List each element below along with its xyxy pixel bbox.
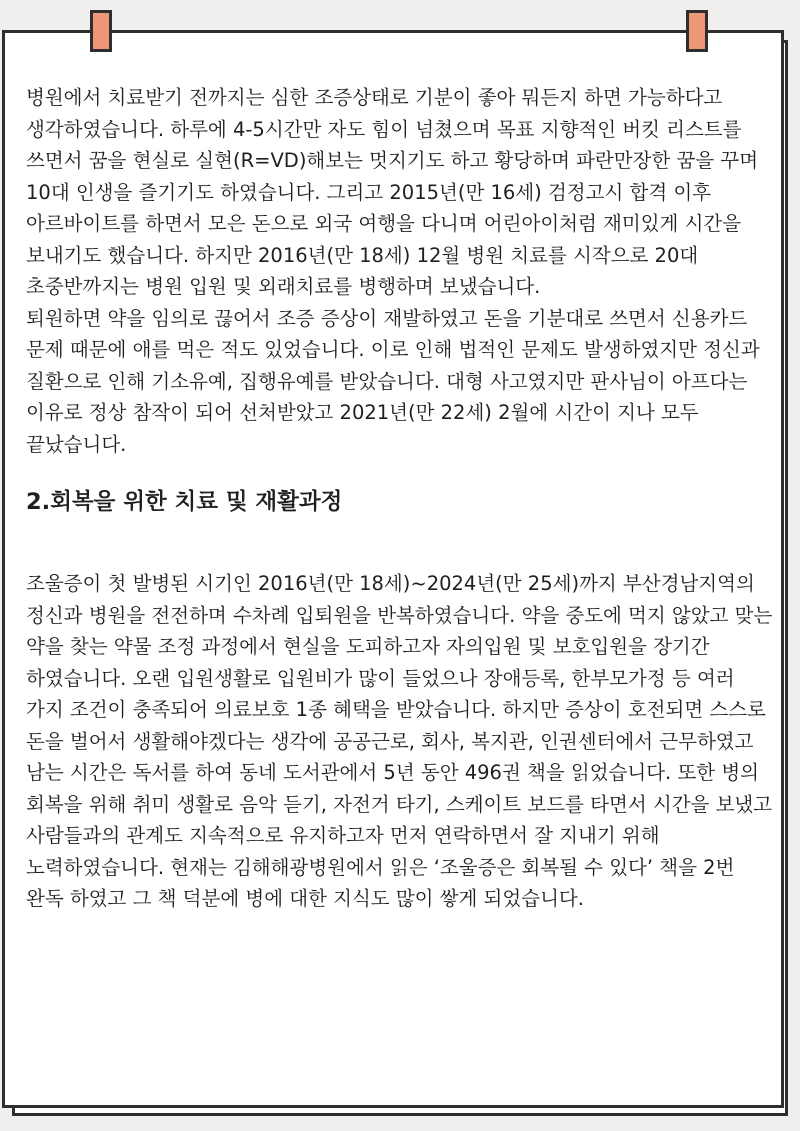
paragraph-discharge-relapse: 퇴원하면 약을 임의로 끊어서 조증 증상이 재발하였고 돈을 기분대로 쓰면서 신용카드 문제 때문에 애를 먹은 적도 있었습니다. 이로 인해 법적인 문제도 발생하였지만 정신과 질환으로 인해 기소유예, 집행유예를 받았습니다. 대형 사고였지만 판사님이 아프다는 이유로 정상 참작이 되어 선처받았고 2021년(만 22세) 2월에 시간이 지나 모두 끝났습니다. <box>26 306 760 456</box>
paragraph-manic-history: 병원에서 치료받기 전까지는 심한 조증상태로 기분이 좋아 뭐든지 하면 가능하다고 생각하였습니다. 하루에 4-5시간만 자도 힘이 넘쳤으며 목표 지향적인 버킷 리스트를 쓰면서 꿈을 현실로 실현(R=VD)해보는 멋지기도 하고 황당하며 파란만장한 꿈을 꾸며 10대 인생을 즐기기도 하였습니다. 그리고 2015년(만 16세) 검정고시 합격 이후 아르바이트를 하면서 모은 돈으로 외국 여행을 다니며 어린아이처럼 재미있게 시간을 보내기도 했습니다. 하지만 2016년(만 18세) 12월 병원 치료를 시작으로 20대 초중반까지는 병원 입원 및 외래치료를 병행하며 보냈습니다. <box>26 86 759 298</box>
left-paper-tab <box>90 10 112 52</box>
paragraph-recovery-process: 조울증이 첫 발병된 시기인 2016년(만 18세)~2024년(만 25세)까지 부산경남지역의 정신과 병원을 전전하며 수차례 입퇴원을 반복하였습니다. 약을 중도에 먹지 않았고 맞는 약을 찾는 약물 조정 과정에서 현실을 도피하고자 자의입원 및 보호입원을 장기간 하였습니다. 오랜 입원생활로 입원비가 많이 들었으나 장애등록, 한부모가정 등 여러 가지 조건이 충족되어 의료보호 1종 혜택을 받았습니다. 하지만 증상이 호전되면 스스로 돈을 벌어서 생활해야겠다는 생각에 공공근로, 회사, 복지관, 인권센터에서 근무하였고 남는 시간은 독서를 하여 동네 도서관에서 5년 동안 496권 책을 읽었습니다. 또한 병의 회복을 위해 취미 생활로 음악 듣기, 자전거 타기, 스케이트 보드를 타면서 시간을 보냈고 사람들과의 관계도 지속적으로 유지하고자 먼저 연락하면서 잘 지내기 위해 노력하였습니다. 현재는 김해해광병원에서 읽은 ‘조울증은 회복될 수 있다’ 책을 2번 완독 하였고 그 책 덕분에 병에 대한 지식도 많이 쌓게 되었습니다. <box>26 572 773 910</box>
document-body <box>26 82 778 915</box>
section-heading: 2.회복을 위한 치료 및 재활과정 <box>26 489 343 515</box>
right-paper-tab <box>686 10 708 52</box>
